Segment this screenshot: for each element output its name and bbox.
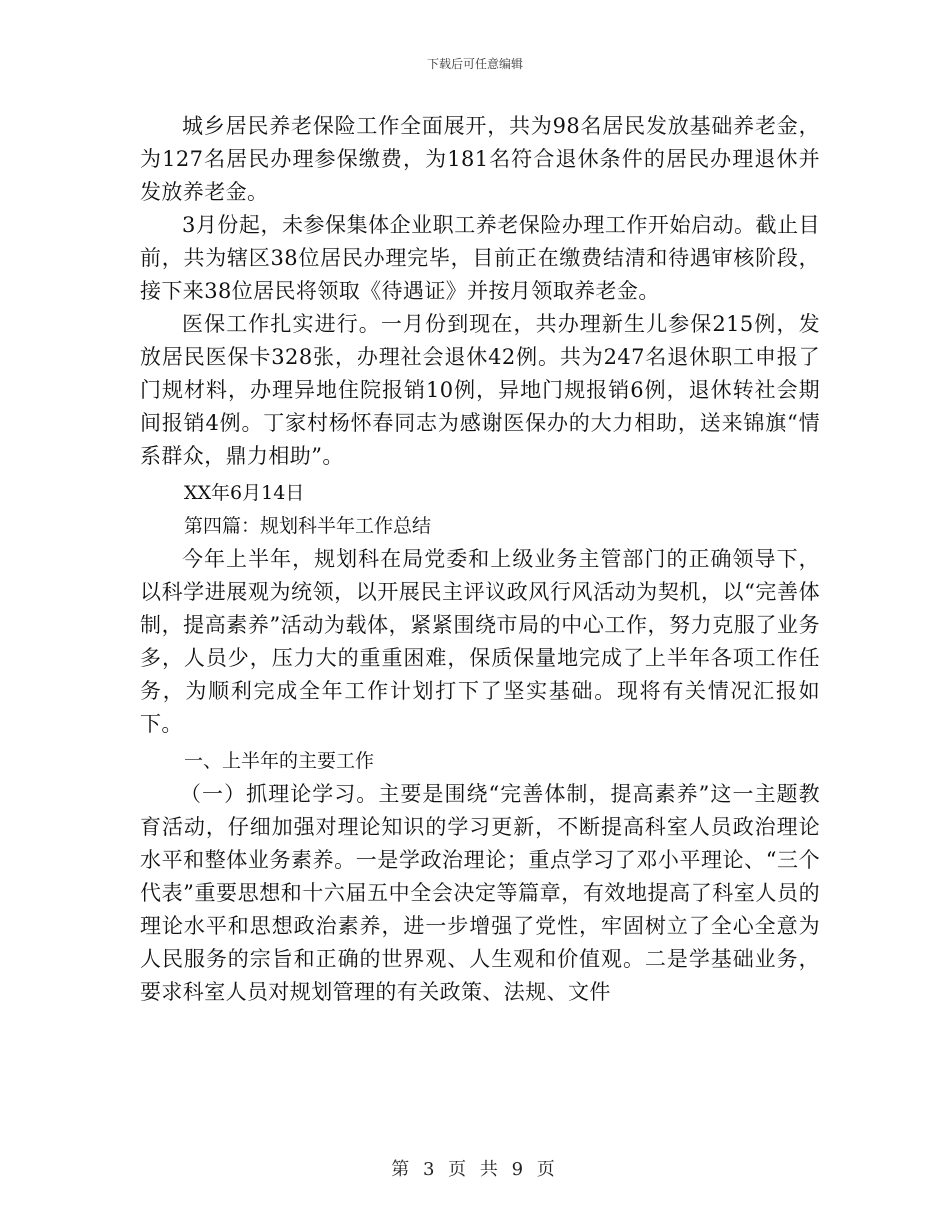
paragraph-medical-insurance: 医保工作扎实进行。一月份到现在，共办理新生儿参保215例，发放居民医保卡328张，办理社会退休42例。共为247名退休职工申报了门规材料，办理异地住院报销10例，异地门规报销6例，退休转社会期间报销4例。丁家村杨怀春同志为感谢医保办的大力相助，送来锦旗“情系群众，鼎力相助”。 — [140, 312, 820, 468]
paragraph-collective-pension: 3月份起，未参保集体企业职工养老保险办理工作开始启动。截止目前，共为辖区38位居民办理完毕，目前正在缴费结清和待遇审核阶段，接下来38位居民将领取《待遇证》并按月领取养老金。 — [140, 213, 820, 303]
page-number: 第 3 页 共 9 页 — [391, 1159, 559, 1180]
header-note: 下载后可任意编辑 — [426, 57, 523, 71]
paragraph-pension: 城乡居民养老保险工作全面展开，共为98名居民发放基础养老金，为127名居民办理参保缴费，为181名符合退休条件的居民办理退休并发放养老金。 — [140, 114, 820, 204]
document-body — [140, 110, 820, 1009]
paragraph-theory-study: （一）抓理论学习。主要是围绕“完善体制，提高素养”这一主题教育活动，仔细加强对理论知识的学习更新，不断提高科室人员政治理论水平和整体业务素养。一是学政治理论；重点学习了邓小平理论、“三个代表”重要思想和十六届五中全会决定等篇章，有效地提高了科室人员的理论水平和思想政治素养，进一步增强了党性，牢固树立了全心全意为人民服务的宗旨和正确的世界观、人生观和价值观。二是学基础业务，要求科室人员对规划管理的有关政策、法规、文件 — [140, 782, 820, 1004]
section-heading: 一、上半年的主要工作 — [184, 750, 375, 772]
chapter-title: 第四篇：规划科半年工作总结 — [184, 515, 432, 537]
document-date: XX年6月14日 — [184, 482, 305, 504]
paragraph-planning-intro: 今年上半年，规划科在局党委和上级业务主管部门的正确领导下，以科学进展观为统领，以开展民主评议政风行风活动为契机，以“完善体制，提高素养”活动为载体，紧紧围绕市局的中心工作，努力克服了业务多，人员少，压力大的重重困难，保质保量地完成了上半年各项工作任务，为顺利完成全年工作计划打下了坚实基础。现将有关情况汇报如下。 — [140, 547, 820, 736]
